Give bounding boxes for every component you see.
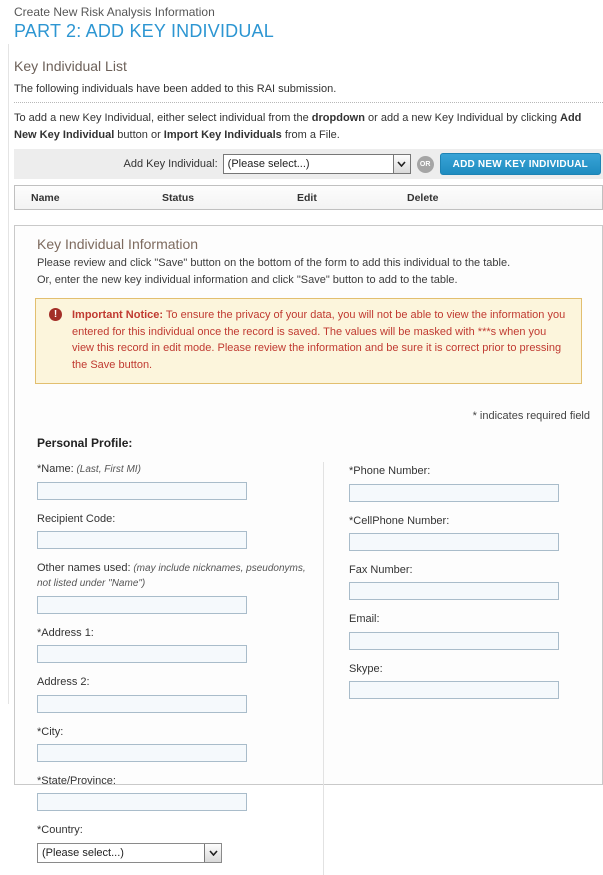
breadcrumb: Create New Risk Analysis Information [14,5,215,19]
phone-number-label: *Phone Number: [349,465,431,478]
notice-body: To ensure the privacy of your data, you will not be able to view the information you entered for this individual once the record is saved. The values will be masked with ***s when you view this record in edit mode. Please review the information and be sure it is correct prior to pressing the Save button. [72,309,566,371]
add-key-individual-select-value: (Please select...) [227,158,310,171]
other-names-label: Other names used: [37,561,131,574]
personal-profile-form [15,462,602,875]
city-field [37,725,323,762]
address1-label: *Address 1: [37,626,94,639]
key-individual-table-header [14,185,603,210]
main-content [14,0,603,859]
chevron-down-icon [204,844,221,862]
instruction-text: To add a new Key Individual, either select individual from the [14,112,312,124]
address1-field [37,626,323,663]
email-label: Email: [349,613,380,626]
state-province-label: *State/Province: [37,774,116,787]
page-title: PART 2: ADD KEY INDIVIDUAL [14,21,274,41]
phone-number-field [349,464,559,501]
add-key-individual-bar [14,149,603,179]
fax-number-field [349,563,559,600]
chevron-down-icon [393,155,410,173]
fax-number-input[interactable] [349,582,559,600]
cellphone-number-label: *CellPhone Number: [349,514,450,527]
name-label: *Name: [37,463,74,476]
add-key-individual-label: Add Key Individual: [123,158,218,171]
add-new-key-individual-button[interactable]: ADD NEW KEY INDIVIDUAL [440,153,601,175]
skype-input[interactable] [349,681,559,699]
key-individual-information-panel [14,225,603,859]
other-names-hint: (may include nicknames, pseudonyms, not listed under "Name") [37,562,306,590]
country-select[interactable] [37,843,222,863]
notice-title: Important Notice: [72,309,164,322]
name-input[interactable] [37,482,247,500]
form-column-left [37,462,324,875]
city-label: *City: [37,725,64,738]
instruction-text: or add a new Key Individual by clicking [364,112,560,124]
add-key-individual-select[interactable] [223,154,411,174]
or-badge: OR [417,156,434,173]
country-select-value: (Please select...) [42,846,124,859]
name-field [37,462,323,499]
recipient-code-label: Recipient Code: [37,512,116,525]
instruction-bold-import: Import Key Individuals [163,129,282,142]
other-names-field [37,561,323,614]
country-label: *Country: [37,824,83,837]
recipient-code-input[interactable] [37,531,247,549]
country-field [37,823,323,862]
form-column-right [324,462,559,875]
column-header-name: Name [31,192,60,205]
state-province-field [37,774,323,811]
email-field [349,612,559,649]
skype-field [349,662,559,699]
other-names-input[interactable] [37,596,247,614]
skype-label: Skype: [349,662,383,675]
key-individual-information-heading: Key Individual Information [37,236,199,253]
instruction-bold-dropdown: dropdown [311,112,365,124]
address2-label: Address 2: [37,676,90,689]
cellphone-number-input[interactable] [349,533,559,551]
address2-field [37,675,323,712]
instruction-bold-add-new: Add New Key Individual [14,112,582,142]
instruction-text: from a File. [281,129,340,142]
city-input[interactable] [37,744,247,762]
name-hint: (Last, First MI) [73,464,141,476]
cellphone-number-field [349,514,559,551]
recipient-code-field [37,512,323,549]
list-description: The following individuals have been added to this RAI submission. [14,83,337,95]
column-header-status: Status [162,192,195,205]
exclamation-icon: ! [49,308,62,321]
column-header-delete: Delete [407,192,439,205]
column-header-edit: Edit [297,192,317,205]
fax-number-label: Fax Number: [349,563,413,576]
left-border-rule [8,44,9,704]
required-field-note: * indicates required field [472,410,590,423]
panel-instruction-line1: Please review and click "Save" button on the bottom of the form to add this individual to the table. [37,257,511,270]
add-instruction [14,102,603,144]
panel-instruction-line2: Or, enter the new key individual information and click "Save" button to add to the table. [37,274,458,287]
address1-input[interactable] [37,645,247,663]
important-notice [35,298,582,384]
instruction-text: button or [114,129,164,142]
state-province-input[interactable] [37,793,247,811]
key-individual-list-heading: Key Individual List [14,58,127,74]
phone-number-input[interactable] [349,484,559,502]
personal-profile-heading: Personal Profile: [37,436,133,451]
email-input[interactable] [349,632,559,650]
